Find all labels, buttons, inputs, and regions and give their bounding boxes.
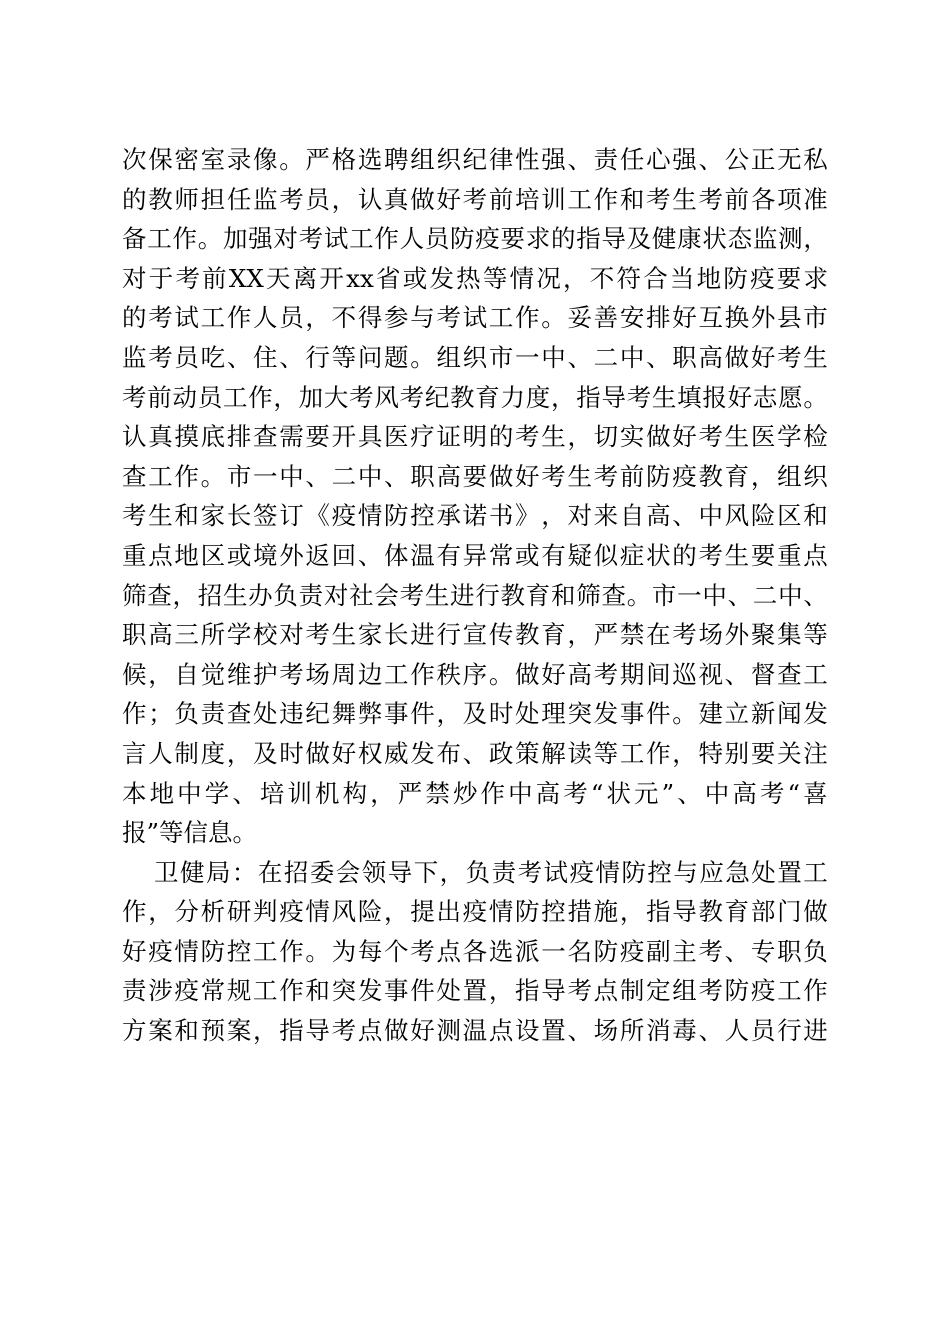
text-line: 的 考 试 工 作 人 员 ， 不 得 参 与 考 试 工 作 。 妥 善 安 排 好 互 换 外 县 市	[122, 303, 828, 333]
text-line: 查 工 作 。 市 一 中 、 二 中 、 职 高 要 做 好 考 生 考 前 防 疫 教 育 ， 组 织	[122, 461, 828, 491]
text-line: 卫 健 局 ： 在 招 委 会 领 导 下 ， 负 责 考 试 疫 情 防 控 与 应 急 处 置 工	[154, 857, 828, 887]
text-line: 重 点 地 区 或 境 外 返 回 、 体 温 有 异 常 或 有 疑 似 症 状 的 考 生 要 重 点	[122, 540, 828, 570]
paragraph-health-bureau	[122, 853, 828, 1051]
text-line: 作 ， 分 析 研 判 疫 情 风 险 ， 提 出 疫 情 防 控 措 施 ， 指 导 教 育 部 门 做	[122, 897, 828, 927]
text-line: 对 于 考 前 XX 天 离 开 xx 省 或 发 热 等 情 况 ， 不 符 合 当 地 防 疫 要 求	[122, 263, 828, 293]
text-line: 言 人 制 度 ， 及 时 做 好 权 威 发 布 、 政 策 解 读 等 工 作 ， 特 别 要 关 注	[122, 738, 828, 768]
text-line: 的 教 师 担 任 监 考 员 ， 认 真 做 好 考 前 培 训 工 作 和 考 生 考 前 各 项 准	[122, 184, 828, 214]
paragraph-exam-office	[122, 140, 828, 853]
text-line: 次 保 密 室 录 像 。 严 格 选 聘 组 织 纪 律 性 强 、 责 任 心 强 、 公 正 无 私	[122, 145, 828, 174]
text-line: 候 ， 自 觉 维 护 考 场 周 边 工 作 秩 序 。 做 好 高 考 期 间 巡 视 、 督 查 工	[122, 659, 828, 689]
text-line: 作 ； 负 责 查 处 违 纪 舞 弊 事 件 ， 及 时 处 理 突 发 事 件 。 建 立 新 闻 发	[122, 699, 828, 729]
text-line: 报”等信息。	[122, 818, 258, 848]
document-body	[122, 140, 828, 1051]
text-line: 方 案 和 预 案 ， 指 导 考 点 做 好 测 温 点 设 置 、 场 所 消 毒 、 人 员 行 进	[122, 1016, 828, 1046]
text-line: 认 真 摸 底 排 查 需 要 开 具 医 疗 证 明 的 考 生 ， 切 实 做 好 考 生 医 学 检	[122, 422, 828, 452]
text-line: 职 高 三 所 学 校 对 考 生 家 长 进 行 宣 传 教 育 ， 严 禁 在 考 场 外 聚 集 等	[122, 620, 828, 650]
text-line: 好 疫 情 防 控 工 作 。 为 每 个 考 点 各 选 派 一 名 防 疫 副 主 考 、 专 职 负	[122, 936, 828, 966]
text-line: 筛 查 ， 招 生 办 负 责 对 社 会 考 生 进 行 教 育 和 筛 查 。 市 一 中 、 二 中 、	[122, 580, 828, 610]
text-line: 考 生 和 家 长 签 订 《 疫 情 防 控 承 诺 书 》 ， 对 来 自 高 、 中 风 险 区 和	[122, 501, 828, 531]
text-line: 备 工 作 。 加 强 对 考 试 工 作 人 员 防 疫 要 求 的 指 导 及 健 康 状 态 监 测 ，	[122, 224, 828, 254]
text-line: 责 涉 疫 常 规 工 作 和 突 发 事 件 处 置 ， 指 导 考 点 制 定 组 考 防 疫 工 作	[122, 976, 828, 1006]
text-line: 监 考 员 吃 、 住 、 行 等 问 题 。 组 织 市 一 中 、 二 中 、 职 高 做 好 考 生	[122, 342, 828, 372]
text-line: 本 地 中 学 、 培 训 机 构 ， 严 禁 炒 作 中 高 考 “ 状 元 ” 、 中 高 考 “ 喜	[122, 778, 828, 808]
text-line: 考 前 动 员 工 作 ， 加 大 考 风 考 纪 教 育 力 度 ， 指 导 考 生 填 报 好 志 愿 。	[122, 382, 828, 412]
